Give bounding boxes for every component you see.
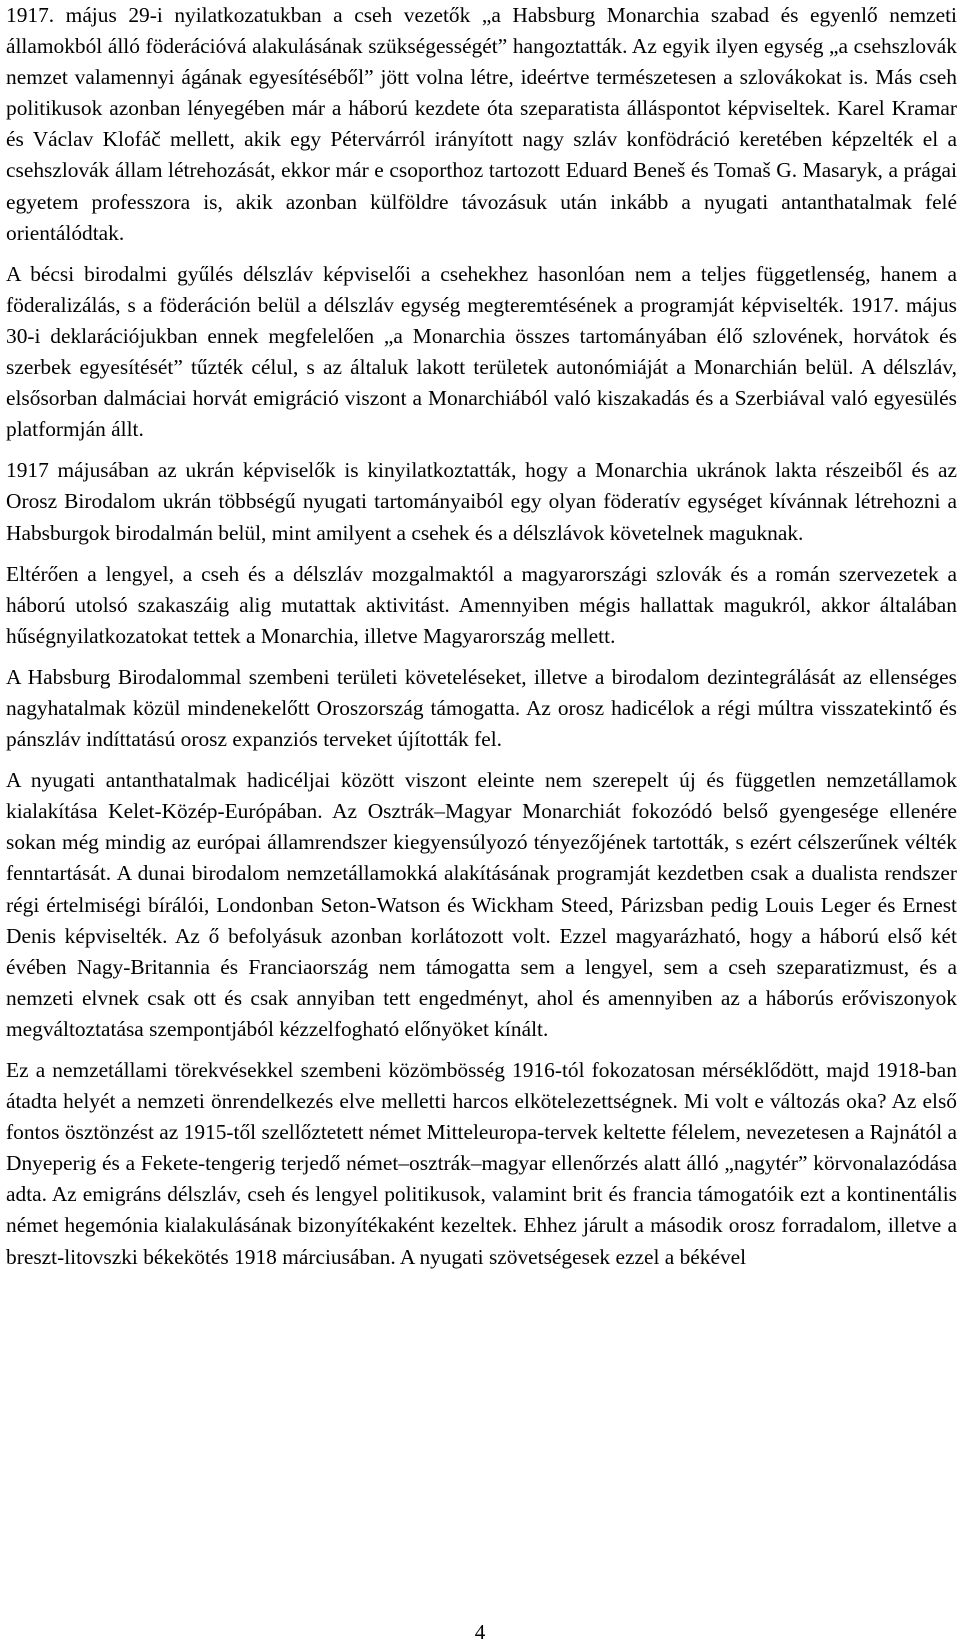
paragraph-russian-war-aims: A Habsburg Birodalommal szembeni területi követeléseket, illetve a birodalom dezintegrálását az ellenséges nagyhatalmak közül mindenekelőtt Oroszország támogatta. Az orosz hadicélok a régi múltra visszatekintő és pánszláv indíttatású orosz expanziós terveket újították fel.: [6, 664, 957, 752]
paragraph-czech-leaders: 1917. május 29-i nyilatkozatukban a cseh vezetők „a Habsburg Monarchia szabad és egyenlő nemzeti államokból álló föderációvá alakulásának szükségességét” hangoztatták. Az egyik ilyen egység „a csehszlovák nemzet valamennyi ágának egyesítéséből” jött volna létre, ideértve természetesen a szlovákokat is. Más cseh politikusok azonban lényegében már a háború kezdete óta szeparatista álláspontot képviseltek. Karel Kramar és Václav Klofáč mellett, akik egy Pétervárról irányított nagy szláv konfödráció keretében képzelték el a csehszlovák állam létrehozását, ekkor már e csoporthoz tartozott Eduard Beneš és Tomaš G. Masaryk, a prágai egyetem professzora is, akik azonban külföldre távozásuk után inkább a nyugati antanthatalmak felé orientálódtak.: [6, 3, 957, 245]
paragraph-slovak-romanian: Eltérően a lengyel, a cseh és a délszláv mozgalmaktól a magyarországi szlovák és a román szervezetek a háború utolsó szakaszáig alig mutattak aktivitást. Amennyiben mégis hallattak magukról, akkor általában hűségnyilatkozatokat tettek a Monarchia, illetve Magyarország mellett.: [6, 561, 957, 648]
paragraph-national-self-determination: Ez a nemzetállami törekvésekkel szembeni közömbösség 1916-tól fokozatosan mérséklődött, majd 1918-ban átadta helyét a nemzeti önrendelkezés elve melletti harcos elkötelezettségnek. Mi volt e változás oka? Az első fontos ösztönzést az 1915-től szellőztetett német Mitteleuropa-tervek keltette félelem, nevezetesen a Rajnától a Dnyeperig és a Fekete-tengerig terjedő német–osztrák–magyar ellenőrzés alatt álló „nagytér” körvonalazódása adta. Az emigráns délszláv, cseh és lengyel politikusok, valamint brit és francia támogatóik ezt a kontinentális német hegemónia kialakulásának bizonyítékaként kezeltek. Ehhez járult a második orosz forradalom, illetve a breszt-litovszki békekötés 1918 márciusában. A nyugati szövetségesek ezzel a békével: [6, 1058, 957, 1269]
paragraph-western-entente: A nyugati antanthatalmak hadicéljai között viszont eleinte nem szerepelt új és független nemzetállamok kialakítása Kelet-Közép-Európában. Az Osztrák–Magyar Monarchiát fokozódó belső gyengesége ellenére sokan még mindig az európai államrendszer kiegyensúlyozó tényezőjének tartották, s ezért célszerűnek vélték fenntartását. A dunai birodalom nemzetállamokká alakításának programját kezdetben csak a dualista rendszer régi értelmiségi bírálói, Londonban Seton-Watson és Wickham Steed, Párizsban pedig Louis Leger és Ernest Denis képviselték. Az ő befolyásuk azonban korlátozott volt. Ezzel magyarázható, hogy a háború első két évében Nagy-Britannia és Franciaország nem támogatta sem a lengyel, sem a cseh szeparatizmust, és a nemzeti elvnek csak ott és csak annyiban tett engedményt, ahol és amennyiben az a háborús erőviszonyok megváltoztatása szempontjából kézzelfogható előnyöket kínált.: [6, 768, 957, 1041]
paragraph-ukrainian-deputies: 1917 májusában az ukrán képviselők is kinyilatkoztatták, hogy a Monarchia ukránok lakta részeiből és az Orosz Birodalom ukrán többségű nyugati tartományaiból egy olyan föderatív egységet kívánnak létrehozni a Habsburgok birodalmán belül, mint amilyent a csehek és a délszlávok követelnek maguknak.: [6, 458, 957, 545]
body-text: [6, 0, 957, 1283]
paragraph-south-slav-deputies: A bécsi birodalmi gyűlés délszláv képviselői a csehekhez hasonlóan nem a teljes függetlenség, hanem a föderalizálás, s a föderáción belül a délszláv egység megteremtésének a programját képviselték. 1917. május 30-i deklarációjukban ennek megfelelően „a Monarchia összes tartományában élő szlovének, horvátok és szerbek egyesítését” tűzték célul, s az általuk lakott területek autonómiáját a Monarchián belül. A délszláv, elsősorban dalmáciai horvát emigráció viszont a Monarchiából való kiszakadás és a Szerbiával való egyesülés platformján állt.: [6, 261, 957, 442]
page-number: 4: [474, 1620, 486, 1644]
